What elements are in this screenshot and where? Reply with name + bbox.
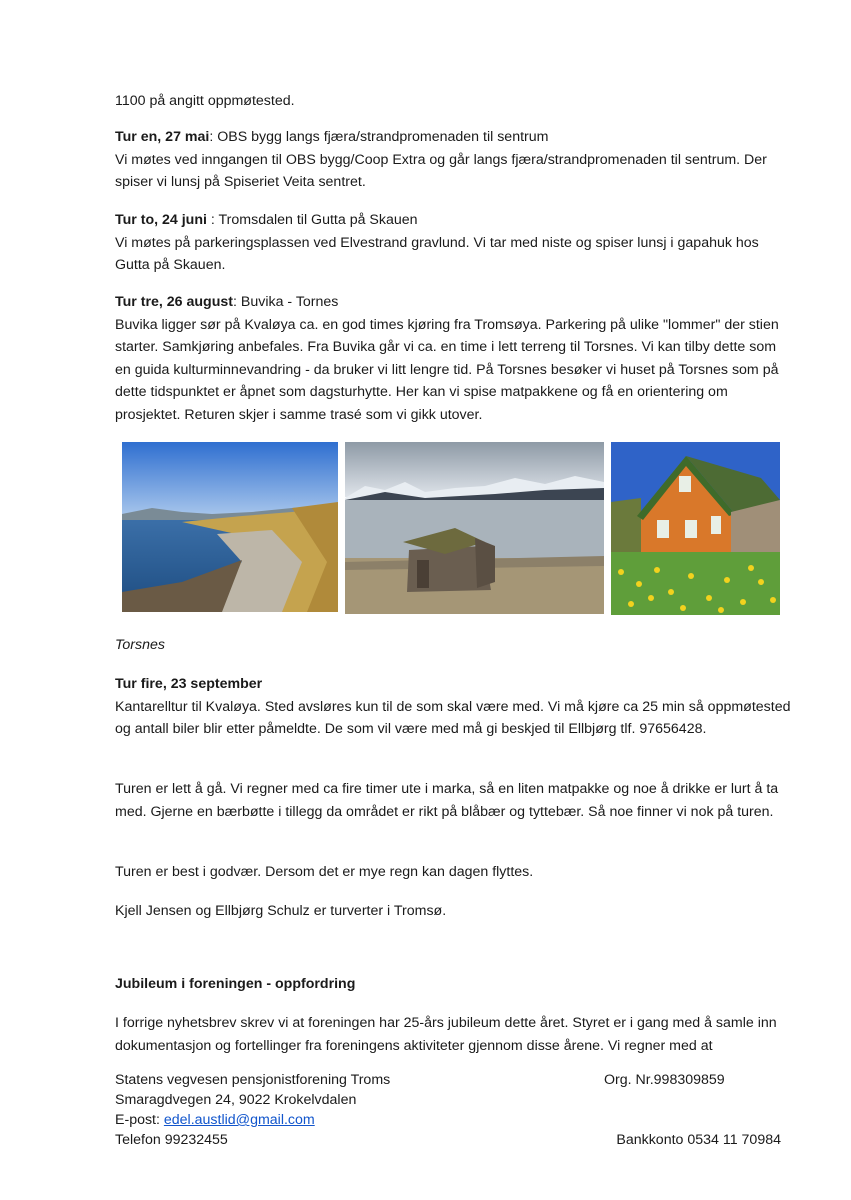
trip-heading: Tur tre, 26 august bbox=[115, 294, 233, 310]
trip-heading: Tur fire, 23 september bbox=[115, 676, 263, 692]
photo-old-barn bbox=[345, 442, 604, 614]
trip-four bbox=[115, 673, 795, 741]
intro-text: 1100 på angitt oppmøtested. bbox=[115, 93, 295, 109]
jubilee-body-block bbox=[115, 1012, 795, 1057]
jubilee-heading: Jubileum i foreningen - oppfordring bbox=[115, 976, 356, 992]
photo-orange-house bbox=[611, 442, 780, 615]
paragraph bbox=[115, 861, 795, 884]
photo-caption: Torsnes bbox=[115, 637, 165, 653]
footer-org-nr-block bbox=[604, 1070, 784, 1090]
footer-org-name: Statens vegvesen pensjonistforening Troms bbox=[115, 1072, 391, 1088]
footer-bank: Bankkonto 0534 11 70984 bbox=[616, 1132, 781, 1148]
trip-body: Vi møtes på parkeringsplassen ved Elvestrand gravlund. Vi tar med niste og spiser lunsj i gapahuk hos Gutta på Skauen. bbox=[115, 234, 759, 273]
paragraph-text: Kjell Jensen og Ellbjørg Schulz er turverter i Tromsø. bbox=[115, 903, 447, 919]
photo-caption-block bbox=[115, 634, 795, 657]
photo-coastline bbox=[122, 442, 338, 612]
intro-line bbox=[115, 90, 795, 113]
footer-address: Smaragdvegen 24, 9022 Krokelvdalen bbox=[115, 1092, 357, 1108]
trip-body: Buvika ligger sør på Kvaløya ca. en god times kjøring fra Tromsøya. Parkering på ulike "lommer" der stien starter. Samkjøring anbefales. Fra Buvika går vi ca. en time i lett terreng til Torsnes. Vi kan tilby dette som en guida kulturminnevandring - da bruker vi litt lengre tid. På Torsnes besøker vi huset på Torsnes som på dette tidspunktet er åpnet som dagsturhytte. Her kan vi spise matpakkene og få en orientering om prosjektet. Returen skjer i samme trasé som vi gikk utover. bbox=[115, 316, 779, 423]
trip-one bbox=[115, 126, 795, 194]
trip-heading: Tur en, 27 mai bbox=[115, 129, 210, 145]
jubilee-heading-block bbox=[115, 973, 795, 996]
trip-two bbox=[115, 209, 795, 277]
trip-body: Kantarelltur til Kvaløya. Sted avsløres kun til de som skal være med. Vi må kjøre ca 25 min så oppmøtested og antall biler blir etter påmeldte. De som vil være med må gi beskjed til Ellbjørg tlf. 97656428. bbox=[115, 698, 791, 737]
trip-subtitle: : OBS bygg langs fjæra/strandpromenaden til sentrum bbox=[209, 129, 549, 145]
footer-org-nr: Org. Nr.998309859 bbox=[604, 1072, 725, 1088]
trip-three bbox=[115, 291, 795, 426]
paragraph bbox=[115, 778, 795, 823]
footer-email-label: E-post: bbox=[115, 1112, 164, 1128]
paragraph bbox=[115, 900, 795, 923]
paragraph-text: Turen er lett å gå. Vi regner med ca fire timer ute i marka, så en liten matpakke og noe å drikke er lurt å ta med. Gjerne en bærbøtte i tillegg da området er rikt på blåbær og tyttebær. Så noe finner vi nok på turen. bbox=[115, 781, 779, 820]
footer-email-link[interactable]: edel.austlid@gmail.com bbox=[163, 1112, 315, 1128]
paragraph-text: Turen er best i godvær. Dersom det er mye regn kan dagen flyttes. bbox=[115, 864, 534, 880]
jubilee-body: I forrige nyhetsbrev skrev vi at foreningen har 25-års jubileum dette året. Styret er i gang med å samle inn dokumentasjon og fortellinger fra foreningens aktiviteter gjennom disse årene. Vi regner med at bbox=[115, 1015, 777, 1054]
footer-email-line bbox=[115, 1110, 555, 1130]
trip-heading: Tur to, 24 juni bbox=[115, 212, 207, 228]
footer-phone: Telefon 99232455 bbox=[115, 1132, 228, 1148]
footer-bank-block bbox=[560, 1130, 781, 1150]
trip-subtitle: : Buvika - Tornes bbox=[233, 294, 339, 310]
footer-left bbox=[115, 1070, 555, 1150]
trip-body: Vi møtes ved inngangen til OBS bygg/Coop Extra og går langs fjæra/strandpromenaden til sentrum. Der spiser vi lunsj på Spiseriet Veita sentret. bbox=[115, 151, 767, 190]
trip-subtitle: : Tromsdalen til Gutta på Skauen bbox=[206, 212, 418, 228]
